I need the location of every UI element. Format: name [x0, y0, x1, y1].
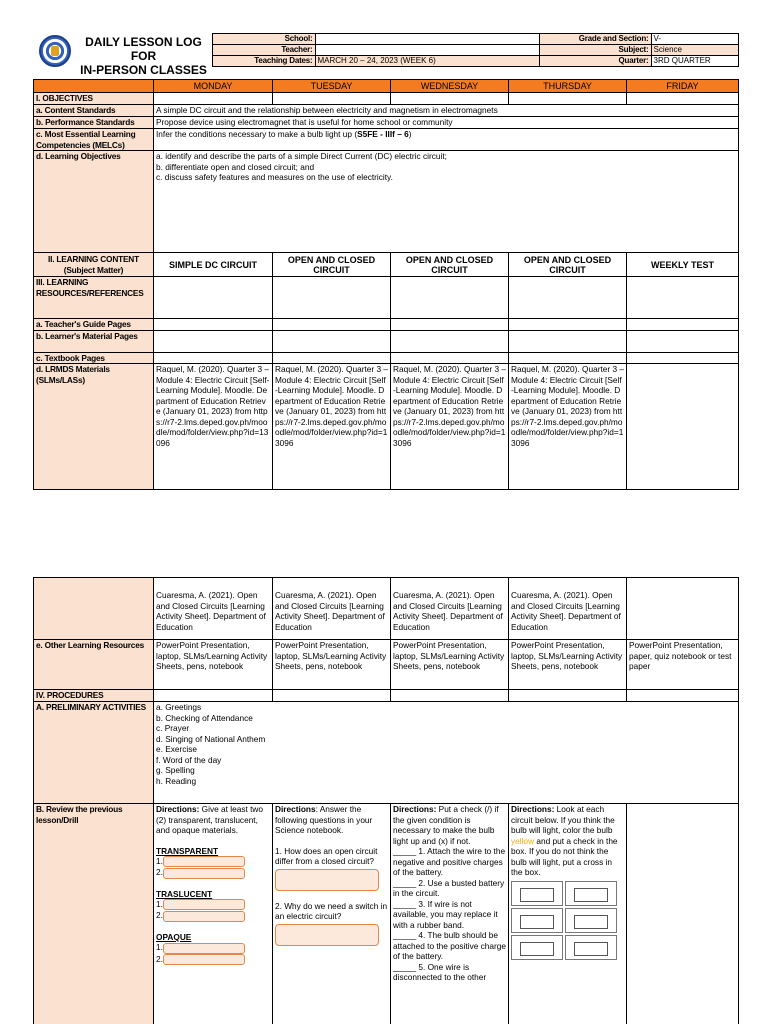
answer-box[interactable] — [275, 869, 379, 891]
topic-wednesday: OPEN AND CLOSED CIRCUIT — [391, 253, 509, 277]
transparent-heading: TRANSPARENT — [156, 845, 219, 856]
content-standards-label: a. Content Standards — [34, 105, 154, 117]
melcs-label: c. Most Essential Learning Competencies (MELCs) — [34, 129, 154, 151]
lrmds-ref2-tuesday: Cuaresma, A. (2021). Open and Closed Circuits [Learning Activity Sheet]. Department of Education — [273, 578, 391, 640]
learners-material-label: b. Learner's Material Pages — [34, 330, 154, 352]
quarter-label: Quarter: — [539, 56, 651, 67]
other-resources-monday: PowerPoint Presentation, laptop, SLMs/Learning Activity Sheets, pens, notebook — [154, 640, 273, 690]
circuit-diagrams — [511, 881, 624, 960]
list-item: b. Checking of Attendance — [156, 712, 253, 723]
day-header-friday: FRIDAY — [627, 80, 739, 93]
day-header-wednesday: WEDNESDAY — [391, 80, 509, 93]
review-drill-label: B. Review the previous lesson/Drill — [34, 804, 154, 1024]
other-resources-thursday: PowerPoint Presentation, laptop, SLMs/Learning Activity Sheets, pens, notebook — [509, 640, 627, 690]
performance-standards-label: b. Performance Standards — [34, 117, 154, 129]
answer-box[interactable] — [163, 954, 245, 965]
title-line-2: IN-PERSON CLASSES — [80, 63, 207, 77]
circuit-diagram — [511, 881, 563, 906]
circuit-diagram — [511, 908, 563, 933]
preliminary-activities-label: A. PRELIMINARY ACTIVITIES — [34, 702, 154, 804]
lesson-log-table — [33, 79, 739, 490]
corner-cell — [34, 80, 154, 93]
list-item: _____ 1. Attach the wire to the negative and positive charges of the battery. — [393, 846, 506, 877]
lrmds-ref-monday: Raquel, M. (2020). Quarter 3 – Module 4: Electric Circuit [Self-Learning Module]. Moodle. Department of Education Retrieve (January 01, 2023) from https://r7-2.lms.deped.gov.ph/moodle/mod/folder/view.php?id=13096 — [154, 364, 273, 490]
other-resources-wednesday: PowerPoint Presentation, laptop, SLMs/Learning Activity Sheets, pens, notebook — [391, 640, 509, 690]
quarter-value: 3RD QUARTER — [651, 56, 738, 67]
teacher-value — [315, 45, 539, 56]
question-2: 2. Why do we need a switch in an electric circuit? — [275, 900, 388, 921]
teaching-dates-label: Teaching Dates: — [212, 56, 315, 67]
topic-monday: SIMPLE DC CIRCUIT — [154, 253, 273, 277]
learning-objective-item: c. discuss safety features and measures on the use of electricity. — [156, 172, 393, 182]
yellow-word: yellow — [511, 835, 535, 846]
learning-objective-item: b. differentiate open and closed circuit; and — [156, 161, 315, 172]
subject-value: Science — [651, 45, 738, 56]
teacher-label: Teacher: — [212, 45, 315, 56]
title-line-1: DAILY LESSON LOG FOR — [85, 35, 202, 63]
teachers-guide-label: a. Teacher's Guide Pages — [34, 319, 154, 331]
list-item: a. Greetings — [156, 702, 202, 712]
list-item: _____ 3. If wire is not available, you may replace it with a rubber band. — [393, 898, 498, 930]
topic-friday: WEEKLY TEST — [627, 253, 739, 277]
day-header-monday: MONDAY — [154, 80, 273, 93]
other-resources-friday: PowerPoint Presentation, paper, quiz notebook or test paper — [627, 640, 739, 690]
list-item: c. Prayer — [156, 723, 190, 733]
header-table — [33, 33, 739, 67]
grade-label: Grade and Section: — [539, 34, 651, 45]
lrmds-ref-tuesday: Raquel, M. (2020). Quarter 3 – Module 4: Electric Circuit [Self-Learning Module]. Moodle. Department of Education Retrieve (January 01, 2023) from https://r7-2.lms.deped.gov.ph/moodle/mod/folder/view.php?id=13096 — [273, 364, 391, 490]
textbook-pages-label: c. Textbook Pages — [34, 352, 154, 364]
performance-standards-text: Propose device using electromagnet that is useful for home school or community — [154, 117, 739, 129]
list-item: e. Exercise — [156, 744, 198, 754]
title-cell — [33, 34, 212, 67]
lrmds-ref-thursday: Raquel, M. (2020). Quarter 3 – Module 4: Electric Circuit [Self-Learning Module]. Moodle. Department of Education Retrieve (January 01, 2023) from https://r7-2.lms.deped.gov.ph/moodle/mod/folder/view.php?id=13096 — [509, 364, 627, 490]
learning-objectives-list — [154, 151, 739, 253]
other-resources-label: e. Other Learning Resources — [34, 640, 154, 690]
answer-box[interactable] — [163, 899, 245, 910]
review-thursday: Directions: Look at each circuit below. If you think the bulb will light, color the bulb yellow and put a check in the box. If you do not think the bulb will light, put a cross in the box. — [509, 804, 627, 1024]
review-wednesday: Directions: Put a check (/) if the given condition is necessary to make the bulb light up and (x) if not. _____ 1. Attach the wire to the negative and positive charges of the battery. _____ 2. Use a busted battery in the circuit. _____ 3. If wire is not available, you may replace it with a rubber band. _____ 4. The bulb should be attached to the positive charge of the battery. _____ 5. One wire is disconnected to the other — [391, 804, 509, 1024]
list-item: d. Singing of National Anthem — [156, 733, 266, 744]
list-item: f. Word of the day — [156, 754, 222, 765]
review-tuesday: Directions: Answer the following questions in your Science notebook. 1. How does an open circuit differ from a closed circuit? 2. Why do we need a switch in an electric circuit? — [273, 804, 391, 1024]
review-monday: Directions: Give at least two (2) transparent, translucent, and opaque materials. TRANSPARENT 1. 2. TRASLUCENT 1. 2. OPAQUE 1. 2. — [154, 804, 273, 1024]
content-standards-text: A simple DC circuit and the relationship between electricity and magnetism in electromagnets — [154, 105, 739, 117]
school-label: School: — [212, 34, 315, 45]
learning-resources-label: III. LEARNING RESOURCES/REFERENCES — [34, 277, 154, 319]
lesson-log-table-continued — [33, 577, 739, 1024]
topic-tuesday: OPEN AND CLOSED CIRCUIT — [273, 253, 391, 277]
translucent-heading: TRASLUCENT — [156, 888, 213, 899]
objectives-label: I. OBJECTIVES — [34, 93, 154, 105]
answer-box[interactable] — [163, 856, 245, 867]
melcs-text: Infer the conditions necessary to make a bulb light up (S5FE - IIIf – 6) — [154, 129, 739, 151]
preliminary-activities-list — [154, 702, 739, 804]
question-1: 1. How does an open circuit differ from a closed circuit? — [275, 845, 378, 866]
topic-thursday: OPEN AND CLOSED CIRCUIT — [509, 253, 627, 277]
list-item: _____ 5. One wire is disconnected to the other — [393, 961, 487, 982]
list-item: g. Spelling — [156, 765, 195, 775]
list-item: h. Reading — [156, 775, 197, 786]
list-item: _____ 4. The bulb should be attached to the positive charge of the battery. — [393, 930, 507, 961]
lrmds-ref2-monday: Cuaresma, A. (2021). Open and Closed Circuits [Learning Activity Sheet]. Department of Education — [154, 578, 273, 640]
list-item: _____ 2. Use a busted battery in the circuit. — [393, 877, 505, 898]
lrmds-ref2-thursday: Cuaresma, A. (2021). Open and Closed Circuits [Learning Activity Sheet]. Department of Education — [509, 578, 627, 640]
circuit-diagram — [565, 908, 617, 933]
day-header-thursday: THURSDAY — [509, 80, 627, 93]
day-header-tuesday: TUESDAY — [273, 80, 391, 93]
school-value — [315, 34, 539, 45]
lrmds-ref-wednesday: Raquel, M. (2020). Quarter 3 – Module 4: Electric Circuit [Self-Learning Module]. Moodle. Department of Education Retrieve (January 01, 2023) from https://r7-2.lms.deped.gov.ph/moodle/mod/folder/view.php?id=13096 — [391, 364, 509, 490]
answer-box[interactable] — [163, 943, 245, 954]
circuit-diagram — [511, 935, 563, 960]
grade-value: V- — [651, 34, 738, 45]
learning-content-label: II. LEARNING CONTENT (Subject Matter) — [34, 253, 154, 277]
opaque-heading: OPAQUE — [156, 931, 192, 942]
learning-objectives-label: d. Learning Objectives — [34, 151, 154, 253]
learning-objective-item: a. identify and describe the parts of a simple Direct Current (DC) electric circuit; — [156, 151, 447, 161]
teaching-dates-value: MARCH 20 – 24, 2023 (WEEK 6) — [315, 56, 539, 67]
answer-box[interactable] — [163, 868, 245, 879]
lrmds-ref2-wednesday: Cuaresma, A. (2021). Open and Closed Circuits [Learning Activity Sheet]. Department of Education — [391, 578, 509, 640]
answer-box[interactable] — [163, 911, 245, 922]
circuit-diagram — [565, 935, 617, 960]
answer-box[interactable] — [275, 924, 379, 946]
circuit-diagram — [565, 881, 617, 906]
other-resources-tuesday: PowerPoint Presentation, laptop, SLMs/Learning Activity Sheets, pens, notebook — [273, 640, 391, 690]
melcs-code: S5FE - IIIf – 6 — [357, 129, 409, 139]
lrmds-label: d. LRMDS Materials (SLMs/LASs) — [34, 364, 154, 490]
procedures-label: IV. PROCEDURES — [34, 690, 154, 702]
lrmds-label-continued — [34, 578, 154, 640]
subject-label: Subject: — [539, 45, 651, 56]
